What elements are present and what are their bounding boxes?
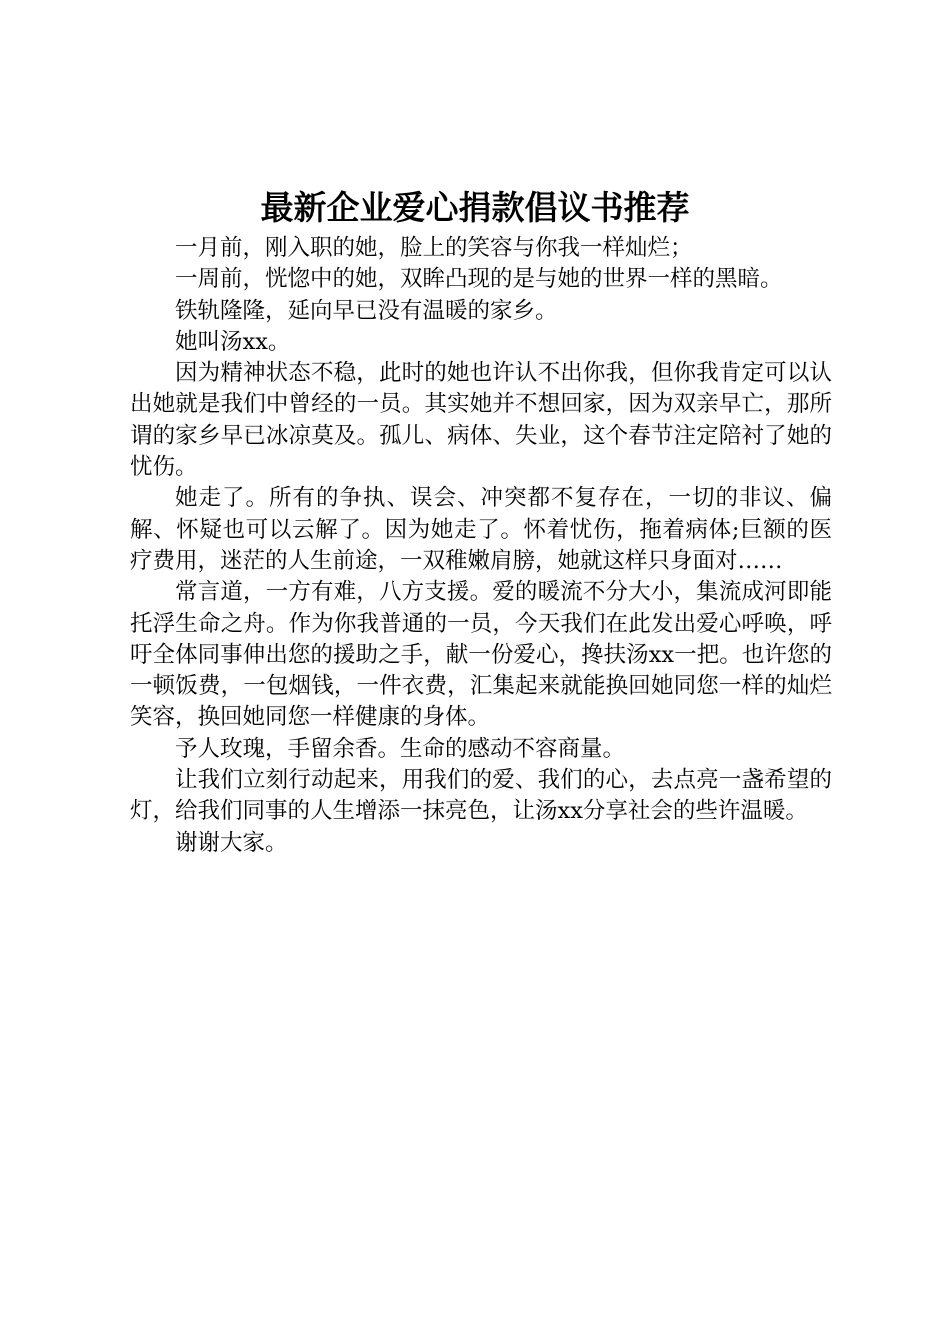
- paragraph-10: 谢谢大家。: [175, 829, 288, 856]
- paragraph-3: 铁轨隆隆，延向早已没有温暖的家乡。: [175, 297, 558, 324]
- paragraph-6: 她走了。所有的争执、误会、冲突都不复存在，一切的非议、偏解、怀疑也可以云解了。因为她走了。怀着忧伤，拖着病体;巨额的医疗费用，迷茫的人生前途，一双稚嫩肩膀，她就这样只身面对……: [130, 485, 832, 574]
- paragraph-7: 常言道，一方有难，八方支援。爱的暖流不分大小，集流成河即能托浮生命之舟。作为你我普通的一员，今天我们在此发出爱心呼唤，呼吁全体同事伸出您的援助之手，献一份爱心，搀扶汤xx一把。也许您的一顿饭费，一包烟钱，一件衣费，汇集起来就能换回她同您一样的灿烂笑容，换回她同您一样健康的身体。: [130, 579, 832, 731]
- paragraph-9: 让我们立刻行动起来，用我们的爱、我们的心，去点亮一盏希望的灯，给我们同事的人生增添一抹亮色，让汤xx分享社会的些许温暖。: [130, 767, 832, 825]
- paragraph-5: 因为精神状态不稳，此时的她也许认不出你我，但你我肯定可以认出她就是我们中曾经的一员。其实她并不想回家，因为双亲早亡，那所谓的家乡早已冰凉莫及。孤儿、病体、失业，这个春节注定陪衬了她的忧伤。: [130, 360, 832, 481]
- paragraph-8: 予人玫瑰，手留余香。生命的感动不容商量。: [175, 735, 626, 762]
- paragraph-4: 她叫汤xx。: [175, 328, 291, 355]
- paragraph-1: 一月前，刚入职的她，脸上的笑容与你我一样灿烂；: [175, 235, 693, 261]
- document-title: 最新企业爱心捐款倡议书推荐: [260, 188, 690, 227]
- document-body: [130, 233, 832, 859]
- paragraph-2: 一周前，恍惚中的她，双眸凸现的是与她的世界一样的黑暗。: [175, 266, 783, 293]
